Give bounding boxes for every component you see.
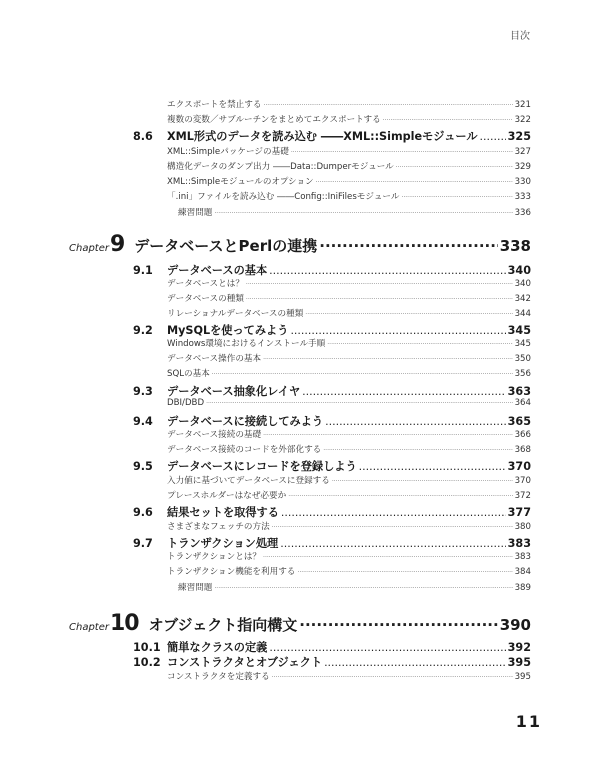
leader-dots (269, 641, 505, 654)
page-ref: 392 (507, 641, 531, 654)
leader-dots (269, 264, 506, 277)
entry-title: 練習問題 (178, 583, 213, 593)
page-ref: 364 (514, 398, 531, 408)
exercise-entry[interactable] (178, 206, 531, 218)
page-ref: 383 (507, 537, 531, 550)
leader-dots (302, 385, 506, 398)
section-entry[interactable] (133, 413, 531, 429)
section-label (133, 535, 278, 551)
leader-dots (272, 524, 513, 531)
page-ref: 345 (507, 324, 531, 337)
subsection-entry[interactable] (167, 474, 531, 486)
page-ref: 345 (514, 339, 531, 349)
subsection-entry[interactable] (167, 443, 531, 455)
leader-dots (291, 149, 513, 156)
leader-dots (396, 164, 513, 171)
entry-title: XML::Simpleパッケージの基礎 (167, 147, 289, 157)
page-ref: 336 (514, 208, 531, 218)
leader-dots (272, 674, 513, 681)
leader-dots (327, 341, 512, 348)
subsection-entry[interactable] (167, 428, 531, 440)
page-ref: 389 (514, 583, 531, 593)
page-ref: 344 (514, 309, 531, 319)
entry-title: Windows環境におけるインストール手順 (167, 339, 326, 349)
leader-dots (212, 371, 513, 378)
page-number: 11 (515, 712, 542, 731)
chapter-number: 9 (109, 232, 125, 257)
leader-dots (246, 281, 513, 288)
page-ref: 340 (507, 264, 531, 277)
leader-dots (401, 194, 512, 201)
subsection-entry[interactable] (167, 520, 531, 532)
subsection-entry[interactable] (167, 398, 531, 408)
entry-title: 練習問題 (178, 208, 213, 218)
section-title: 簡単なクラスの定義 (167, 641, 268, 654)
page-ref: 356 (514, 369, 531, 379)
page-ref: 350 (514, 354, 531, 364)
subsection-entry[interactable] (167, 277, 531, 289)
page-ref: 377 (507, 506, 531, 519)
subsection-entry[interactable] (167, 670, 531, 682)
section-title: データベースに接続してみよう (167, 415, 324, 428)
leader-dots (288, 493, 512, 500)
leader-dots (480, 130, 506, 143)
section-label (133, 413, 323, 429)
section-title: トランザクション処理 (167, 537, 279, 550)
subsection-entry[interactable] (167, 190, 531, 202)
section-number: 8.6 (133, 130, 153, 143)
section-label (133, 504, 279, 520)
leader-dots (359, 460, 506, 473)
entry-title: 入力値に基づいてデータベースに登録する (167, 476, 330, 486)
subsection-entry[interactable] (167, 367, 531, 379)
leader-dots (246, 296, 513, 303)
page-ref: 325 (507, 130, 531, 143)
leader-dots (316, 179, 513, 186)
chapter-entry[interactable] (69, 611, 531, 636)
entry-title: データベースとは？ (167, 279, 244, 289)
leader-dots (297, 569, 512, 576)
leader-dots (290, 324, 505, 337)
section-number: 9.4 (133, 415, 153, 428)
section-label (133, 639, 267, 655)
subsection-entry[interactable] (167, 98, 531, 110)
page-ref: 329 (514, 162, 531, 172)
leader-dots (332, 478, 513, 485)
entry-title: リレーショナルデータベースの種類 (167, 309, 304, 319)
entry-title: データベース接続のコードを外部化する (167, 445, 322, 455)
leader-dots (263, 554, 513, 561)
section-title: XML形式のデータを読み込む ――XML::Simpleモジュール (167, 130, 478, 143)
subsection-entry[interactable] (167, 307, 531, 319)
subsection-entry[interactable] (167, 489, 531, 501)
entry-title: トランザクションとは？ (167, 552, 262, 562)
running-header: 目次 (510, 31, 530, 42)
page-ref: 395 (507, 656, 531, 669)
section-number: 9.5 (133, 460, 153, 473)
page-ref: 322 (514, 115, 531, 125)
subsection-entry[interactable] (167, 160, 531, 172)
entry-title: 「.ini」ファイルを読み込む ――Config::IniFilesモジュール (167, 192, 400, 202)
page-ref: 383 (514, 552, 531, 562)
page-ref: 366 (514, 430, 531, 440)
leader-dots (263, 102, 512, 109)
section-label (133, 262, 267, 278)
section-label (133, 322, 288, 338)
entry-title: SQLの基本 (167, 369, 210, 379)
chapter-word: Chapter (69, 622, 109, 633)
page-ref: 380 (514, 522, 531, 532)
page-ref: 390 (499, 616, 531, 634)
entry-title: 構造化データのダンプ出力 ――Data::Dumperモジュール (167, 162, 394, 172)
section-entry[interactable] (133, 383, 531, 399)
leader-dots (280, 537, 505, 550)
section-title: MySQLを使ってみよう (167, 324, 289, 337)
section-entry[interactable] (133, 639, 531, 655)
entry-title: データベース操作の基本 (167, 354, 262, 364)
page-ref: 370 (514, 476, 531, 486)
section-number: 9.6 (133, 506, 153, 519)
section-entry[interactable] (133, 654, 531, 670)
subsection-entry[interactable] (167, 352, 531, 364)
section-label (133, 458, 357, 474)
page-ref: 363 (507, 385, 531, 398)
page-ref: 340 (514, 279, 531, 289)
page-ref: 342 (514, 294, 531, 304)
page-ref: 395 (514, 672, 531, 682)
section-title: コンストラクタとオブジェクト (167, 656, 323, 669)
page-ref: 384 (514, 567, 531, 577)
leader-dots (305, 311, 512, 318)
subsection-entry[interactable] (167, 113, 531, 125)
entry-title: XML::Simpleモジュールのオプション (167, 177, 314, 187)
section-label (133, 654, 322, 670)
subsection-entry[interactable] (167, 145, 531, 157)
section-entry[interactable] (133, 262, 531, 278)
leader-dots (281, 506, 506, 519)
leader-dots (214, 585, 512, 592)
leader-dots (263, 356, 512, 363)
page-ref: 372 (514, 491, 531, 501)
section-entry[interactable] (133, 504, 531, 520)
section-entry[interactable] (133, 458, 531, 474)
entry-title: データベース接続の基礎 (167, 430, 262, 440)
entry-title: コンストラクタを定義する (167, 672, 270, 682)
section-title: 結果セットを取得する (167, 506, 279, 519)
page-ref: 333 (514, 192, 531, 202)
entry-title: DBI/DBD (167, 398, 205, 408)
leader-dots (319, 237, 497, 255)
section-number: 9.2 (133, 324, 153, 337)
subsection-entry[interactable] (167, 337, 531, 349)
leader-dots (323, 447, 512, 454)
page-ref: 327 (514, 147, 531, 157)
leader-dots (324, 656, 506, 669)
leader-dots (299, 616, 497, 634)
page-ref: 368 (514, 445, 531, 455)
leader-dots (263, 432, 512, 439)
page-ref: 370 (507, 460, 531, 473)
subsection-entry[interactable] (167, 292, 531, 304)
section-number: 9.1 (133, 264, 153, 277)
entry-title: 複数の変数／サブルーチンをまとめてエクスポートする (167, 115, 381, 125)
chapter-number: 10 (109, 611, 139, 636)
section-entry[interactable] (133, 128, 531, 144)
entry-title: プレースホルダーはなぜ必要か (167, 491, 287, 501)
section-label (133, 128, 478, 144)
section-title: データベースの基本 (167, 264, 268, 277)
section-number: 9.7 (133, 537, 153, 550)
section-entry[interactable] (133, 535, 531, 551)
chapter-title: データベースとPerlの連携 (134, 237, 318, 255)
section-label (133, 383, 300, 399)
leader-dots (383, 117, 513, 124)
chapter-title: オブジェクト指向構文 (148, 616, 298, 634)
subsection-entry[interactable] (167, 175, 531, 187)
section-entry[interactable] (133, 322, 531, 338)
leader-dots (325, 415, 506, 428)
subsection-entry[interactable] (167, 565, 531, 577)
entry-title: エクスポートを禁止する (167, 100, 262, 110)
page-ref: 321 (514, 100, 531, 110)
section-title: データベース抽象化レイヤ (167, 385, 301, 398)
page-ref: 365 (507, 415, 531, 428)
section-title: データベースにレコードを登録しよう (167, 460, 357, 473)
exercise-entry[interactable] (178, 581, 531, 593)
section-number: 10.2 (133, 656, 161, 669)
chapter-word: Chapter (69, 243, 109, 254)
subsection-entry[interactable] (167, 550, 531, 562)
entry-title: トランザクション機能を利用する (167, 567, 296, 577)
page-ref: 338 (499, 237, 531, 255)
chapter-entry[interactable] (69, 232, 531, 257)
entry-title: さまざまなフェッチの方法 (167, 522, 270, 532)
page-ref: 330 (514, 177, 531, 187)
section-number: 10.1 (133, 641, 161, 654)
leader-dots (214, 210, 512, 217)
entry-title: データベースの種類 (167, 294, 244, 304)
leader-dots (206, 400, 513, 407)
section-number: 9.3 (133, 385, 153, 398)
